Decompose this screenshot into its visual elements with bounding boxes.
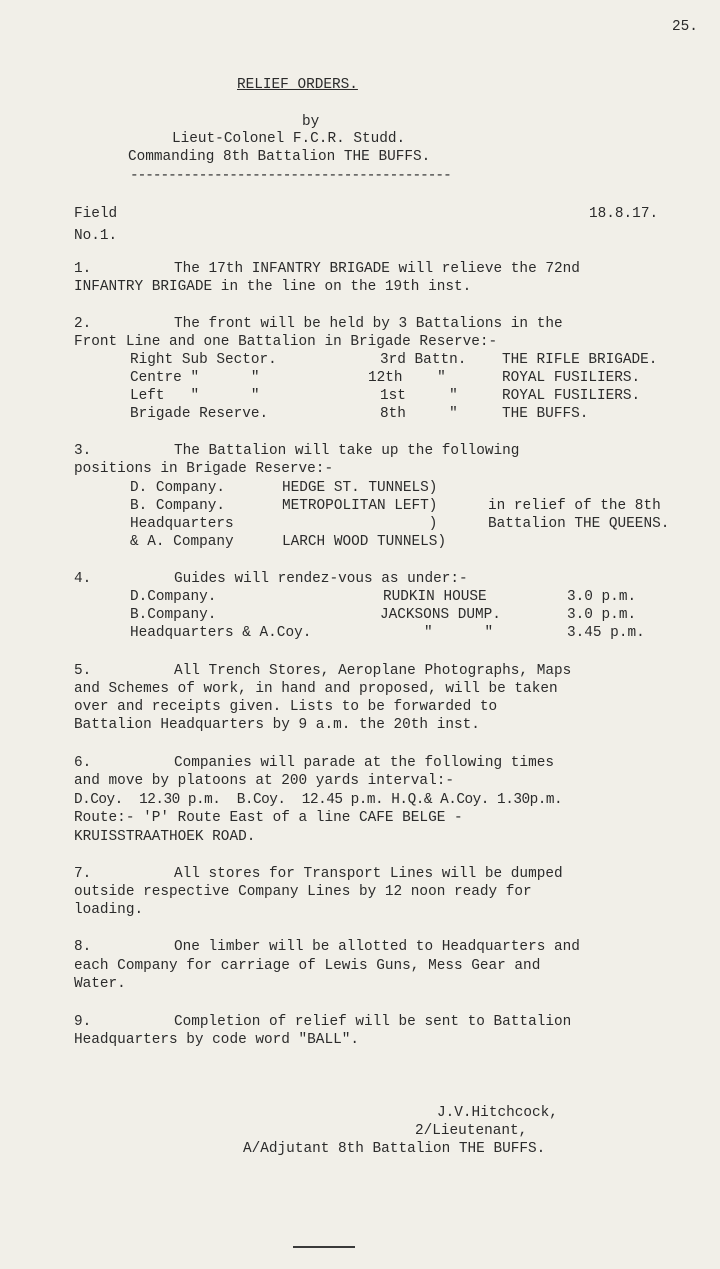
position-company: D. Company. — [130, 480, 225, 496]
paragraph-6-line: Route:- 'P' Route East of a line CAFE BELGE - — [74, 810, 463, 826]
author-role: Commanding 8th Battalion THE BUFFS. — [128, 149, 431, 165]
signatory-role: A/Adjutant 8th Battalion THE BUFFS. — [243, 1141, 546, 1157]
position-location: ) — [282, 516, 438, 532]
paragraph-6-number: 6. — [74, 755, 92, 771]
order-date: 18.8.17. — [589, 206, 659, 222]
signatory-rank: 2/Lieutenant, — [415, 1123, 528, 1139]
sector-unit: THE RIFLE BRIGADE. — [502, 352, 658, 368]
guide-time: 3.45 p.m. — [567, 625, 645, 641]
paragraph-5-line: over and receipts given. Lists to be forwarded to — [74, 699, 498, 715]
signatory-name: J.V.Hitchcock, — [437, 1105, 558, 1121]
paragraph-7-line: outside respective Company Lines by 12 noon ready for — [74, 884, 532, 900]
sector-unit: THE BUFFS. — [502, 406, 589, 422]
paragraph-9-number: 9. — [74, 1014, 92, 1030]
paragraph-8-number: 8. — [74, 939, 92, 955]
guide-location: JACKSONS DUMP. — [380, 607, 501, 623]
position-company: Headquarters — [130, 516, 234, 532]
document-title: RELIEF ORDERS. — [237, 77, 358, 93]
sector-name: Right Sub Sector. — [130, 352, 277, 368]
sector-name: Centre " " — [130, 370, 260, 386]
guide-company: D.Company. — [130, 589, 217, 605]
paragraph-3-line: positions in Brigade Reserve:- — [74, 461, 334, 477]
guide-company: Headquarters & A.Coy. — [130, 625, 312, 641]
paragraph-6-line: and move by platoons at 200 yards interval:- — [74, 773, 454, 789]
paragraph-6-line: Companies will parade at the following times — [174, 755, 554, 771]
paragraph-2-line: The front will be held by 3 Battalions in the — [174, 316, 563, 332]
guide-time: 3.0 p.m. — [567, 607, 637, 623]
guide-company: B.Company. — [130, 607, 217, 623]
field-label: Field — [74, 206, 118, 222]
sector-battalion: 12th " — [368, 370, 446, 386]
sector-battalion: 8th " — [380, 406, 458, 422]
paragraph-9-line: Completion of relief will be sent to Battalion — [174, 1014, 572, 1030]
paragraph-5-line: All Trench Stores, Aeroplane Photographs, Maps — [174, 663, 572, 679]
paragraph-8-line: One limber will be allotted to Headquarters and — [174, 939, 580, 955]
paragraph-7-line: All stores for Transport Lines will be dumped — [174, 866, 563, 882]
paragraph-7-line: loading. — [74, 902, 144, 918]
sector-name: Left " " — [130, 388, 260, 404]
paragraph-8-line: each Company for carriage of Lewis Guns, Mess Gear and — [74, 958, 541, 974]
position-location: LARCH WOOD TUNNELS) — [282, 534, 447, 550]
sector-unit: ROYAL FUSILIERS. — [502, 388, 641, 404]
sector-battalion: 3rd Battn. — [380, 352, 467, 368]
position-location: METROPOLITAN LEFT) — [282, 498, 438, 514]
paragraph-5-line: Battalion Headquarters by 9 a.m. the 20th inst. — [74, 717, 480, 733]
paragraph-9-line: Headquarters by code word "BALL". — [74, 1032, 359, 1048]
paragraph-7-number: 7. — [74, 866, 92, 882]
paragraph-8-line: Water. — [74, 976, 126, 992]
guide-location: " " — [424, 625, 494, 641]
paragraph-1-line: INFANTRY BRIGADE in the line on the 19th inst. — [74, 279, 472, 295]
position-note: in relief of the 8th — [488, 498, 661, 514]
order-number: No.1. — [74, 228, 118, 244]
paragraph-3-line: The Battalion will take up the following — [174, 443, 520, 459]
paragraph-1-line: The 17th INFANTRY BRIGADE will relieve the 72nd — [174, 261, 580, 277]
position-location: HEDGE ST. TUNNELS) — [282, 480, 438, 496]
paragraph-5-line: and Schemes of work, in hand and proposed, will be taken — [74, 681, 558, 697]
paragraph-2-number: 2. — [74, 316, 92, 332]
bottom-rule — [293, 1246, 355, 1248]
by-line: by — [302, 114, 320, 130]
paragraph-4-number: 4. — [74, 571, 92, 587]
paragraph-2-line: Front Line and one Battalion in Brigade Reserve:- — [74, 334, 498, 350]
paragraph-6-line: D.Coy. 12.30 p.m. B.Coy. 12.45 p.m. H.Q.& A.Coy. 1.30p.m. — [74, 792, 563, 808]
paragraph-1-number: 1. — [74, 261, 92, 277]
position-note: Battalion THE QUEENS. — [488, 516, 670, 532]
paragraph-5-number: 5. — [74, 663, 92, 679]
sector-unit: ROYAL FUSILIERS. — [502, 370, 641, 386]
position-company: B. Company. — [130, 498, 225, 514]
header-separator: ------------------------------------------ — [130, 168, 451, 184]
paragraph-3-number: 3. — [74, 443, 92, 459]
guide-time: 3.0 p.m. — [567, 589, 637, 605]
sector-battalion: 1st " — [380, 388, 458, 404]
author-name: Lieut-Colonel F.C.R. Studd. — [172, 131, 406, 147]
position-company: & A. Company — [130, 534, 234, 550]
sector-name: Brigade Reserve. — [130, 406, 269, 422]
guide-location: RUDKIN HOUSE — [383, 589, 487, 605]
paragraph-4-line: Guides will rendez-vous as under:- — [174, 571, 468, 587]
paragraph-6-line: KRUISSTRAATHOEK ROAD. — [74, 829, 256, 845]
page-number: 25. — [672, 19, 698, 35]
